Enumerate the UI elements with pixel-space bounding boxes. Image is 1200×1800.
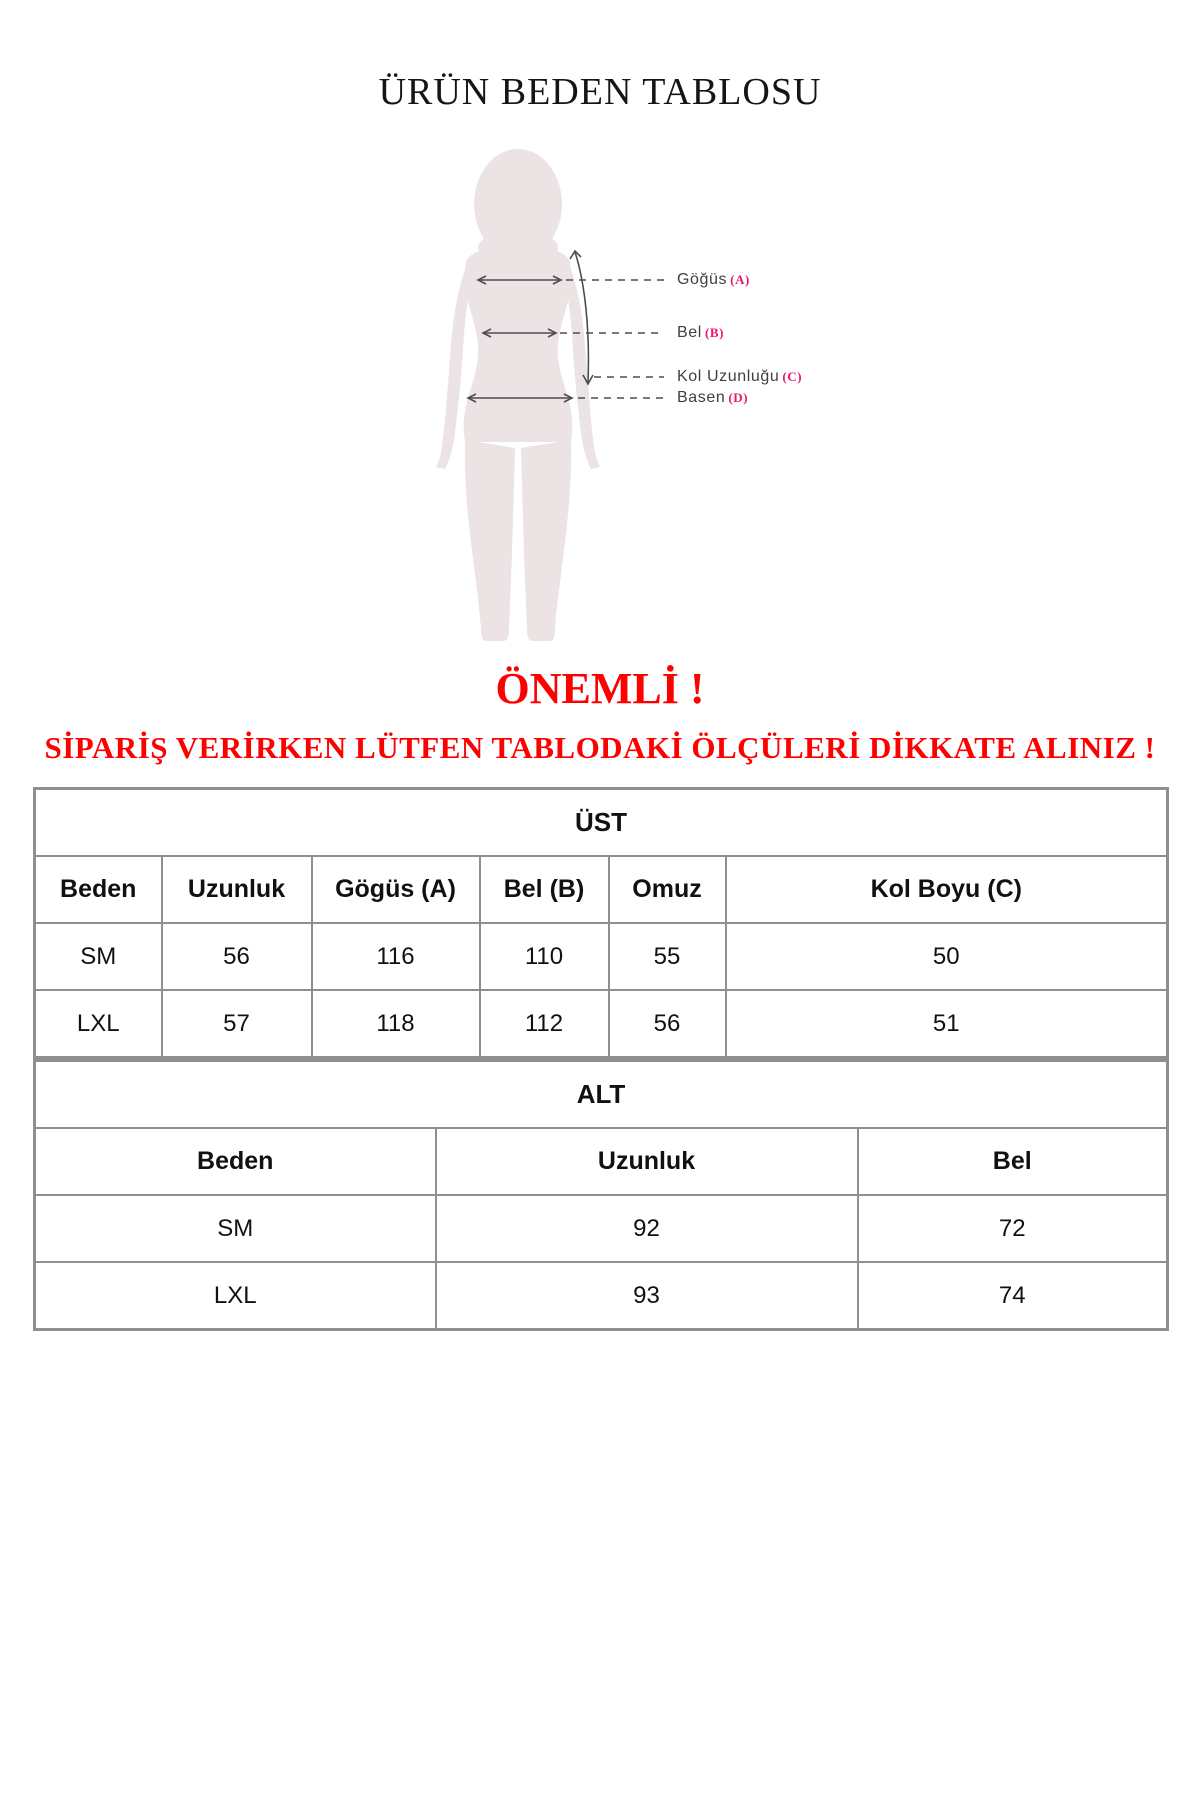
- cell-value: 92: [436, 1195, 858, 1262]
- header-row-alt: [35, 1128, 1168, 1195]
- order-warning-text: SİPARİŞ VERİRKEN LÜTFEN TABLODAKİ ÖLÇÜLERİ DİKKATE ALINIZ !: [44, 730, 1156, 765]
- size-table-ust: [33, 787, 1169, 1059]
- col-header-kol-boyu: Kol Boyu (C): [726, 856, 1168, 923]
- col-header-omuz: Omuz: [609, 856, 726, 923]
- col-header-gogus: Gögüs (A): [312, 856, 480, 923]
- col-header-bel: Bel (B): [480, 856, 609, 923]
- measure-letter-d: (D): [728, 390, 749, 405]
- col-header-uzunluk: Uzunluk: [162, 856, 312, 923]
- cell-value: 55: [609, 923, 726, 990]
- cell-size: LXL: [35, 1262, 436, 1330]
- col-header-beden: Beden: [35, 1128, 436, 1195]
- cell-size: LXL: [35, 990, 162, 1058]
- cell-value: 74: [858, 1262, 1168, 1330]
- measure-letter-b: (B): [704, 325, 725, 340]
- cell-value: 110: [480, 923, 609, 990]
- col-header-beden: Beden: [35, 856, 162, 923]
- cell-value: 118: [312, 990, 480, 1058]
- important-heading: ÖNEMLİ !: [495, 664, 705, 713]
- size-tables: [33, 787, 1166, 1331]
- header-row-ust: [35, 856, 1168, 923]
- body-measurement-diagram: [380, 140, 680, 660]
- cell-size: SM: [35, 923, 162, 990]
- measure-letter-a: (A): [730, 272, 750, 287]
- size-table-alt: [33, 1059, 1169, 1331]
- measure-label-waist: [677, 323, 724, 343]
- cell-value: 50: [726, 923, 1168, 990]
- cell-value: 93: [436, 1262, 858, 1330]
- cell-value: 72: [858, 1195, 1168, 1262]
- section-row-ust: [35, 789, 1168, 857]
- table-row: [35, 1262, 1168, 1330]
- cell-size: SM: [35, 1195, 436, 1262]
- cell-value: 51: [726, 990, 1168, 1058]
- measure-label-chest: [677, 270, 750, 290]
- measure-label-hip-text: Basen: [677, 389, 726, 406]
- section-row-alt: [35, 1061, 1168, 1129]
- measure-label-waist-text: Bel: [677, 324, 702, 341]
- cell-value: 56: [162, 923, 312, 990]
- section-header-ust: ÜST: [35, 789, 1168, 857]
- body-silhouette: [436, 149, 600, 641]
- cell-value: 56: [609, 990, 726, 1058]
- measure-letter-c: (C): [782, 369, 803, 384]
- table-row: [35, 1195, 1168, 1262]
- measure-label-arm-length: [677, 367, 802, 387]
- page-title: ÜRÜN BEDEN TABLOSU: [378, 71, 822, 113]
- cell-value: 112: [480, 990, 609, 1058]
- cell-value: 116: [312, 923, 480, 990]
- cell-value: 57: [162, 990, 312, 1058]
- section-header-alt: ALT: [35, 1061, 1168, 1129]
- measure-label-hip: [677, 388, 748, 408]
- table-row: [35, 990, 1168, 1058]
- measure-label-chest-text: Göğüs: [677, 271, 728, 288]
- col-header-bel: Bel: [858, 1128, 1168, 1195]
- measure-label-arm-length-text: Kol Uzunluğu: [677, 368, 780, 385]
- col-header-uzunluk: Uzunluk: [436, 1128, 858, 1195]
- table-row: [35, 923, 1168, 990]
